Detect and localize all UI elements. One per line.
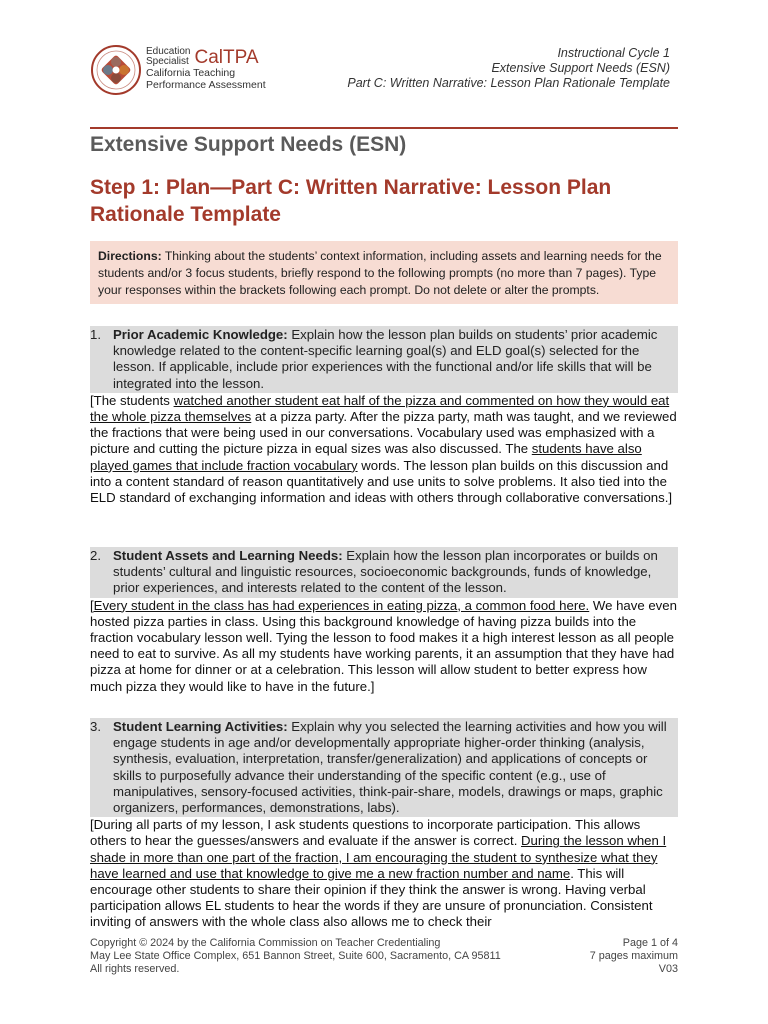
footer-left-line: May Lee State Office Complex, 651 Bannon Street, Suite 600, Sacramento, CA 95811 — [90, 950, 501, 962]
logo-line-1: California Teaching — [146, 67, 236, 79]
prompt-prior-knowledge — [90, 326, 678, 506]
header-line-2: Extensive Support Needs (ESN) — [491, 61, 670, 75]
prompt-assets-needs — [90, 547, 678, 695]
caltpa-seal-icon — [90, 44, 142, 96]
prompt-label: Prior Academic Knowledge: — [113, 327, 288, 342]
footer-left-line: All rights reserved. — [90, 963, 180, 975]
prompt-label: Student Learning Activities: — [113, 719, 288, 734]
response-part: [During all parts of my lesson, I ask students questions to incorporate participation. This allows others to hear the guesses/answers and evaluate if the answer is correct. — [90, 817, 641, 849]
step-title: Step 1: Plan—Part C: Written Narrative: Lesson Plan Rationale Template — [90, 176, 612, 226]
response-part: words. The lesson plan builds on this discussion and into a content standard of reason quantitatively and use units to solve problems. It also tied into the ELD standard of exchanging information and ideas with others through collaborative conversations.] — [90, 457, 673, 506]
prompt-text: Explain how the lesson plan incorporates or builds on students’ cultural and linguistic resources, socioeconomic backgrounds, funds of knowledge, prior experiences, and interests related to the content of the lesson. — [113, 548, 658, 596]
prompt-number: 3. — [90, 719, 101, 734]
response-part: We have even hosted pizza parties in class. Using this background knowledge of having pizza builds into the fraction vocabulary lesson well. Tying the lesson to food makes it a high interest lesson as all people need to eat to survive. As all my students have working parents, it an assumption that they have had pizza at home for dinner or at a celebration. This lesson will allow student to better express how much pizza they would like to have in the future.] — [90, 597, 677, 694]
header-line-3: Part C: Written Narrative: Lesson Plan Rationale Template — [347, 76, 670, 90]
response-text[interactable] — [90, 598, 678, 695]
prompt-text: Explain how the lesson plan builds on students’ prior academic knowledge related to the content-specific learning goal(s) and ELD goal(s) selected for the lesson. If applicable, include prior experiences with the functional and/or life skills that will be integrated into the lesson. — [113, 327, 658, 391]
prompt-learning-activities — [90, 718, 678, 931]
response-part: [The students — [90, 392, 174, 408]
prompt-label: Student Assets and Learning Needs: — [113, 548, 343, 563]
response-part: . This will encourage other students to share their opinion if they think the answer is wrong. Having verbal participation allows EL students to hear the words if they are unsure of pronunciation. Consistent inviting of answers with the whole class also allows me to check their — [90, 865, 653, 930]
prompt-text: Explain why you selected the learning activities and how you will engage students in age and/or developmentally appropriate higher-order thinking (analysis, synthesis, evaluation, interpretation, transfer/generalization) and applications of concepts or skills to purposefully advance their understanding of the specific content (e.g., use of manipulatives, sensory-focused activities, think-pair-share, models, drawings or maps, graphic organizers, performances, demonstrations, labs). — [113, 719, 667, 816]
response-text[interactable] — [90, 817, 678, 930]
directions-text: Thinking about the students’ context information, including assets and learning needs for the students and/or 3 focus students, briefly respond to the following prompts (no more than 7 pages). Type your responses within the brackets following each prompt. Do not delete or alter the prompts. — [98, 249, 662, 297]
footer-left-line: Copyright © 2024 by the California Commission on Teacher Credentialing — [90, 937, 441, 949]
header-rule — [90, 127, 678, 129]
footer-copyright — [90, 937, 501, 976]
logo-brand: CalTPA — [194, 47, 259, 68]
response-underlined: watched another student eat half of the pizza and commented on how they would eat the whole pizza themselves — [90, 392, 670, 425]
directions-box — [90, 241, 678, 304]
logo-small-2: Specialist — [146, 56, 189, 67]
prompt-number: 2. — [90, 548, 101, 563]
page-number: Page 1 of 4 — [622, 937, 678, 949]
response-underlined: students have also played games that include fraction vocabulary — [90, 441, 642, 473]
page-header — [90, 44, 680, 100]
response-underlined: [Every student in the class has had experiences in eating pizza, a common food here. — [90, 597, 590, 613]
directions-label: Directions: — [98, 249, 162, 263]
response-part: at a pizza party. After the pizza party, math was taught, and we reviewed the fractions that were being used in our conversations. Vocabulary used was emphasized with a picture and cutting the picture pizza in equal sizes was also discussed. The — [90, 409, 677, 457]
header-info — [347, 46, 670, 91]
prompt-box — [90, 326, 678, 393]
prompt-box — [90, 547, 678, 598]
header-line-1: Instructional Cycle 1 — [557, 46, 670, 60]
document-title: Extensive Support Needs (ESN) — [90, 133, 407, 156]
logo-line-2: Performance Assessment — [146, 79, 266, 91]
logo-small-1: Education — [146, 46, 191, 57]
page-limit: 7 pages maximum — [589, 950, 678, 962]
response-text[interactable] — [90, 393, 678, 506]
prompt-box — [90, 718, 678, 817]
prompt-number: 1. — [90, 327, 101, 342]
footer-page-info — [590, 937, 678, 976]
response-underlined: During the lesson when I shade in more than one part of the fraction, I am encouraging the student to synthesize what they have learned and use that knowledge to give me a new fraction number and name — [90, 833, 667, 881]
logo-wordmark — [146, 47, 326, 91]
caltpa-logo — [90, 44, 290, 100]
version-label: V03 — [658, 963, 678, 975]
